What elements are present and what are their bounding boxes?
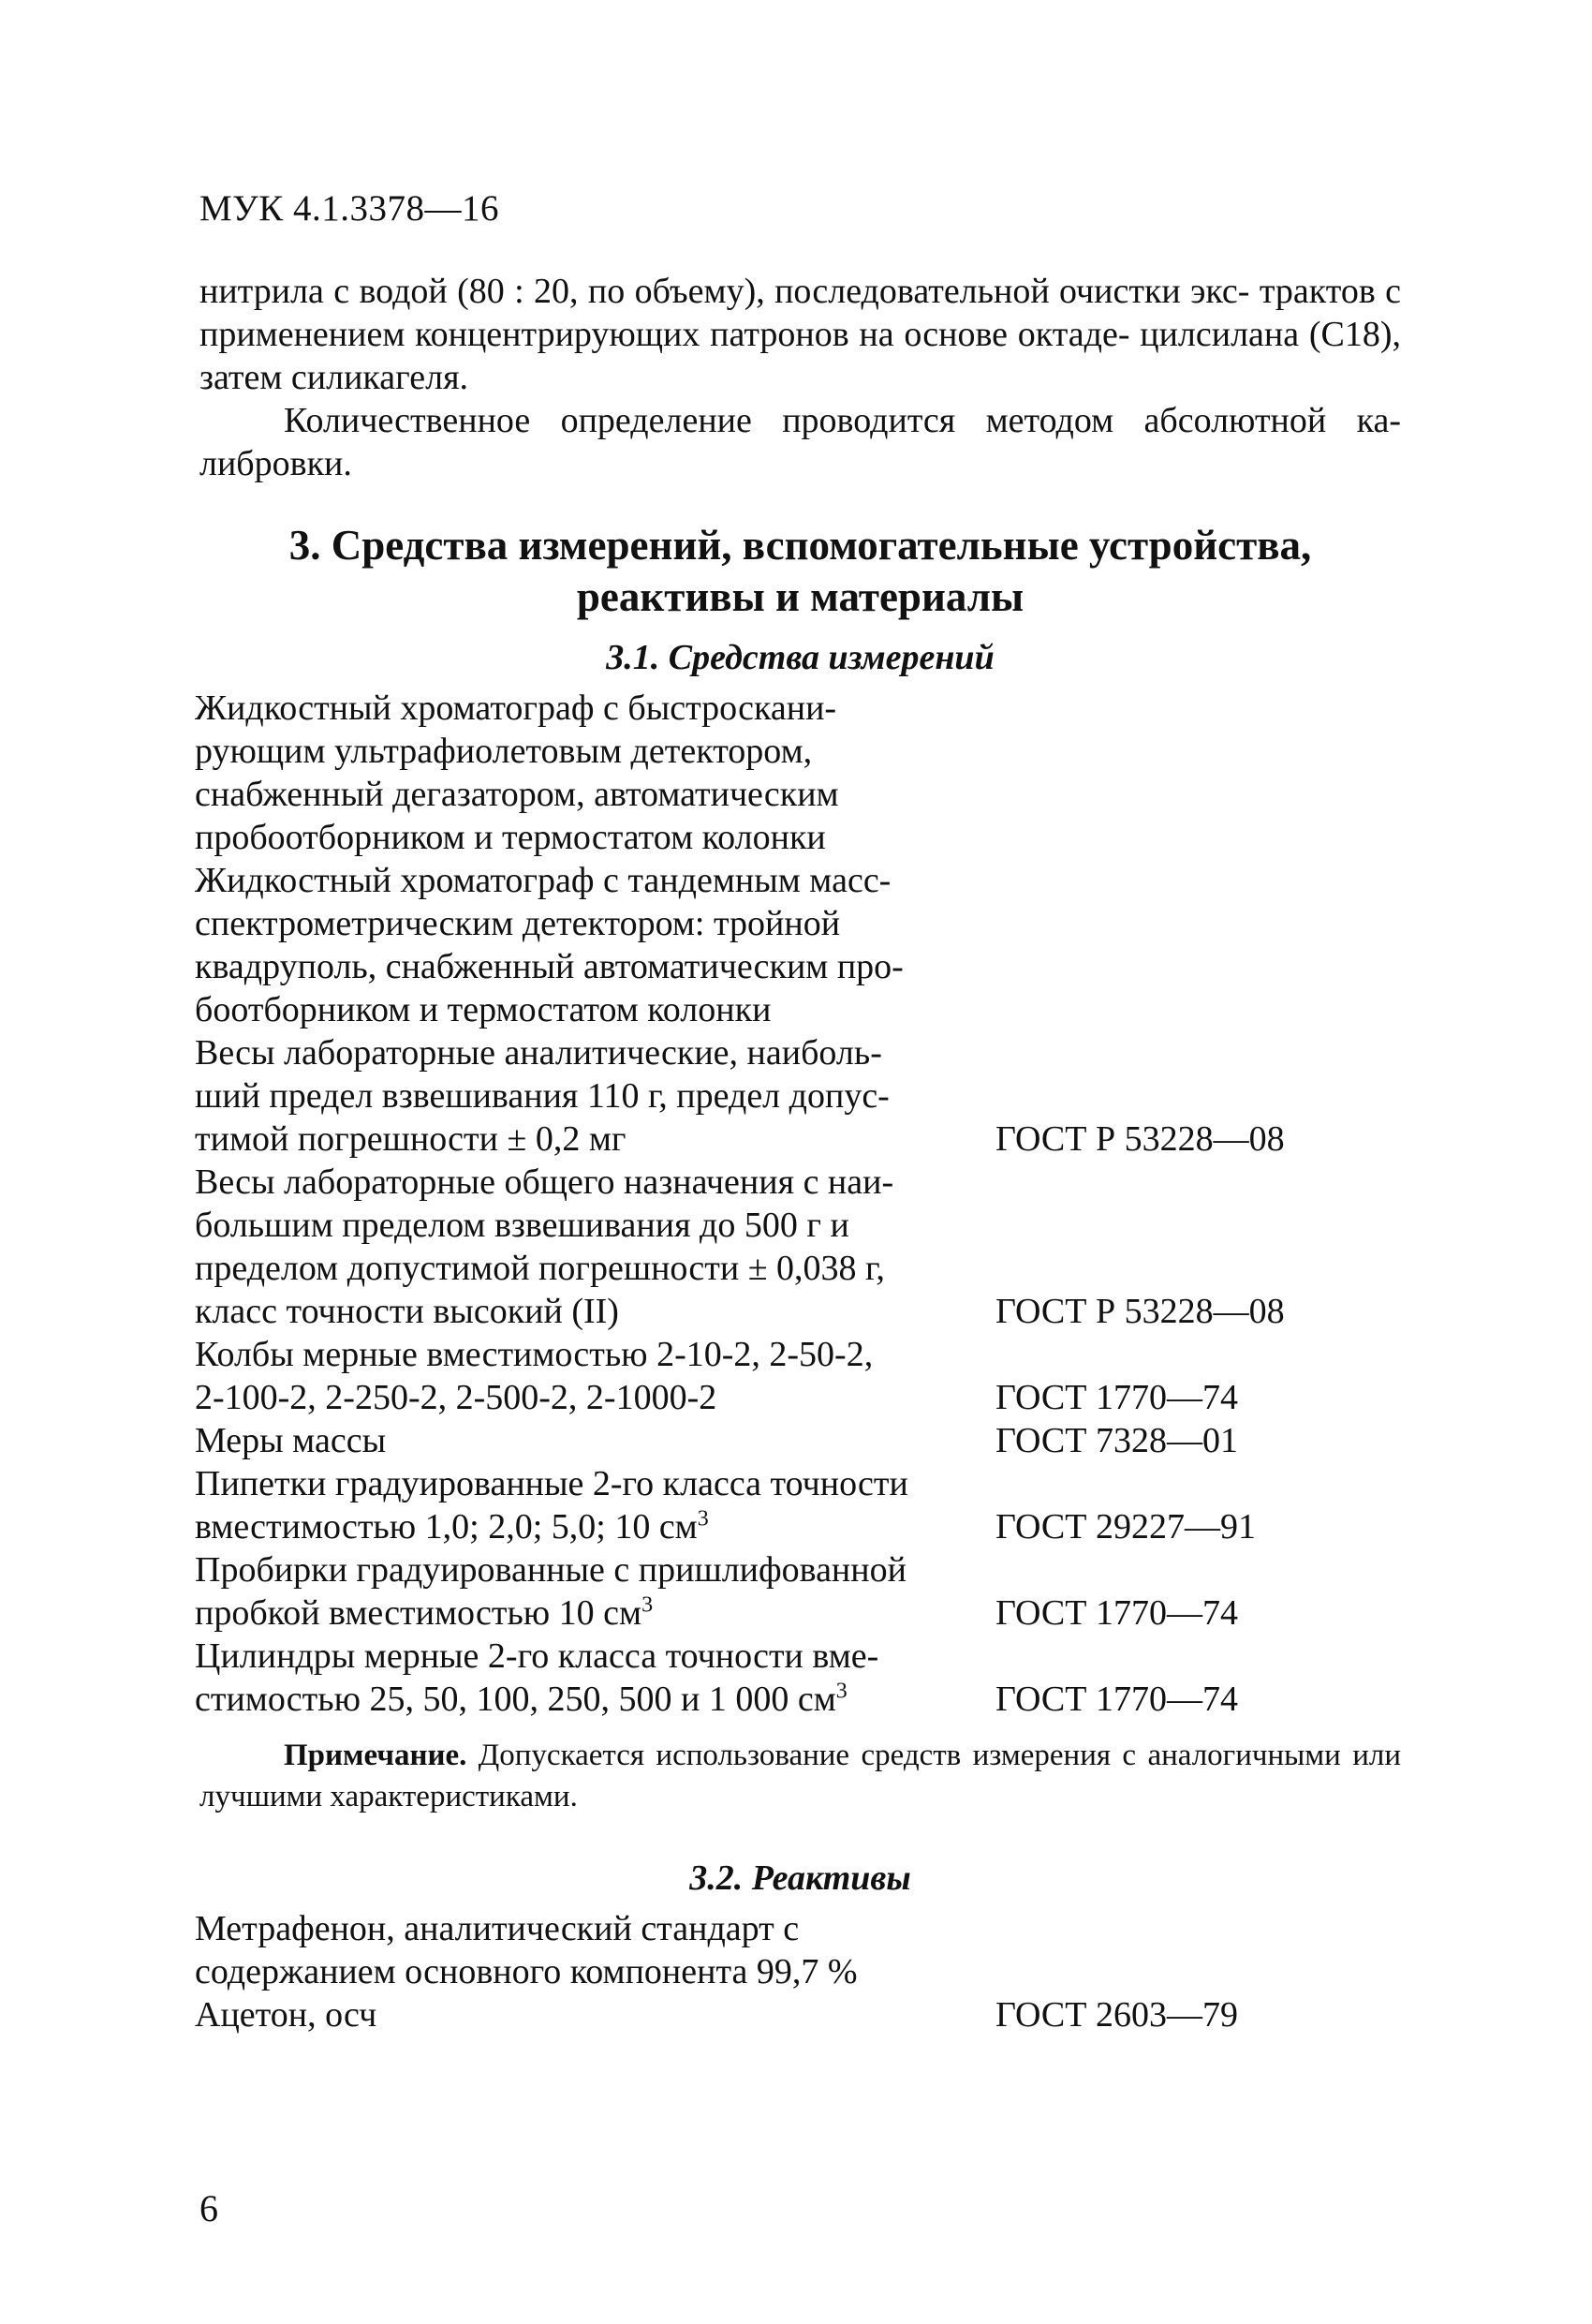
item-description: Жидкостный хроматограф с быстроскани- рующим ультрафиолетовым детектором, снабженный дегазатором, автоматическим пробоотборником и термостатом колонки <box>195 688 839 857</box>
section-title-line-2: реактивы и материалы <box>576 573 1024 620</box>
item-description: Колбы мерные вместимостью 2-10-2, 2-50-2, 2-100-2, 2-250-2, 2-500-2, 2-1000-2 <box>195 1335 874 1417</box>
section-title <box>199 520 1401 623</box>
list-item <box>195 1635 1403 1721</box>
running-header: МУК 4.1.3378—16 <box>199 188 500 229</box>
item-standard: ГОСТ Р 53228—08 <box>995 1292 1285 1331</box>
subsection-title-measuring-instruments: 3.1. Средства измерений <box>606 638 995 677</box>
text-line: либровки. <box>199 444 352 483</box>
note <box>199 1735 1401 1817</box>
text-line: нитрила с водой (80 : 20, по объему), последовательной очистки экс- <box>199 272 1250 311</box>
item-standard: ГОСТ 1770—74 <box>995 1378 1238 1417</box>
list-item <box>195 1419 1403 1462</box>
section-title-line-1: 3. Средства измерений, вспомогательные устройства, <box>288 522 1312 569</box>
intro-paragraph-1 <box>199 270 1401 399</box>
item-description: Ацетон, осч <box>195 1995 377 2035</box>
list-item <box>195 1031 1403 1161</box>
item-description: Пробирки градуированные с пришлифованной пробкой вместимостью 10 $см^3$ <box>195 1550 907 1633</box>
superscript: 3 <box>835 1679 848 1704</box>
superscript: 3 <box>641 1592 654 1618</box>
intro-paragraph-2 <box>199 399 1401 485</box>
item-description: Весы лабораторные общего назначения с наи- большим пределом взвешивания до 500 г и пределом допустимой погрешности ± 0,038 г, класс точности высокий (II) <box>195 1162 894 1331</box>
page-number: 6 <box>199 2187 218 2229</box>
item-standard: ГОСТ 7328—01 <box>995 1421 1238 1460</box>
list-item <box>195 1161 1403 1333</box>
item-standard: ГОСТ Р 53228—08 <box>995 1119 1285 1159</box>
text-line: цилсилана (С18), затем силикагеля. <box>199 315 1401 397</box>
text-line: трактов с применением концентрирующих патронов на основе октаде- <box>199 272 1402 354</box>
item-description: Пипетки градуированные 2-го класса точности вместимостью 1,0; 2,0; 5,0; 10 $см^3$ <box>195 1464 908 1547</box>
list-item <box>195 1907 1403 1993</box>
item-standard: ГОСТ 2603—79 <box>995 1995 1238 2035</box>
item-standard: ГОСТ 1770—74 <box>995 1680 1238 1719</box>
list-item <box>195 1548 1403 1635</box>
item-description: Меры массы <box>195 1421 387 1460</box>
text-line: Количественное определение проводится методом абсолютной ка- <box>284 401 1401 440</box>
list-item <box>195 1333 1403 1419</box>
list-item <box>195 859 1403 1031</box>
list-item <box>195 687 1403 859</box>
reagents-list <box>195 1907 1403 2036</box>
list-item <box>195 1993 1403 2036</box>
list-item <box>195 1462 1403 1548</box>
item-description: Жидкостный хроматограф с тандемным масс- спектрометрическим детектором: тройной квадруполь, снабженный автоматическим про- боотборником и термостатом колонки <box>195 861 904 1029</box>
superscript: 3 <box>697 1506 709 1532</box>
item-description: Цилиндры мерные 2-го класса точности вме- стимостью 25, 50, 100, 250, 500 и 1 000 $см^3$ <box>195 1636 879 1719</box>
subsection-title-reagents: 3.2. Реактивы <box>689 1858 911 1898</box>
item-standard: ГОСТ 29227—91 <box>995 1507 1256 1547</box>
item-description: Метрафенон, аналитический стандарт с содержанием основного компонента 99,7 % <box>195 1909 858 1991</box>
note-label: Примечание. <box>284 1739 467 1772</box>
note-text: Допускается использование средств измерения с аналогичными или лучшими характеристиками. <box>199 1739 1401 1813</box>
item-description: Весы лабораторные аналитические, наиболь- ший предел взвешивания 110 г, предел допус- тимой погрешности ± 0,2 мг <box>195 1033 890 1159</box>
measuring-instruments-list <box>195 687 1403 1721</box>
intro-text <box>199 270 1401 485</box>
item-standard: ГОСТ 1770—74 <box>995 1593 1238 1633</box>
